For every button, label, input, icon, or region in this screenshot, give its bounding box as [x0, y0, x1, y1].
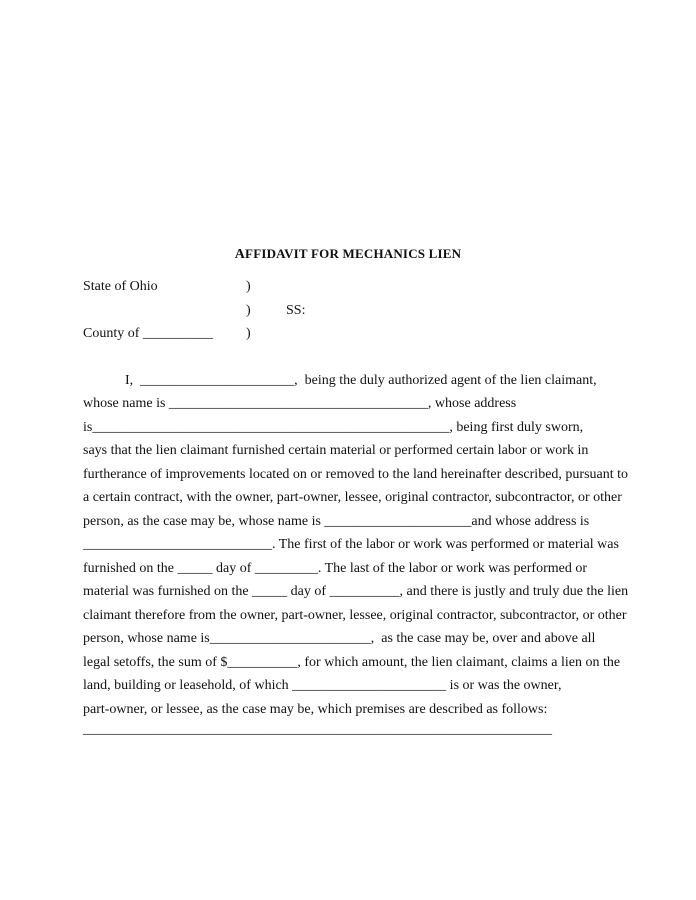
description-blank-line: ___________________________________________________________________ — [83, 722, 552, 737]
body-line: land, building or leasehold, of which ______________________ is or was the owner, — [83, 678, 562, 693]
body-line: I, ______________________, being the duly authorized agent of the lien claimant, — [125, 373, 597, 388]
body-line: furnished on the _____ day of _________. The last of the labor or work was performed or — [83, 561, 588, 576]
body-line: ___________________________. The first of the labor or work was performed or material was — [83, 537, 619, 552]
body-line: whose name is _____________________________________, whose address — [83, 396, 517, 411]
body-line: person, whose name is_______________________, as the case may be, over and above all — [83, 631, 596, 646]
title-initial: A — [234, 247, 246, 262]
body-line: says that the lien claimant furnished certain material or performed certain labor or work in — [83, 443, 589, 458]
county-label: County of __________ — [83, 326, 213, 341]
document-title — [0, 246, 696, 263]
body-line: is___________________________________________________, being first duly sworn, — [83, 420, 584, 435]
body-line: legal setoffs, the sum of $__________, for which amount, the lien claimant, claims a lien on the — [83, 655, 621, 670]
caption-paren-2: ) — [246, 303, 251, 318]
body-line: material was furnished on the _____ day of __________, and there is justly and truly due the lien — [83, 584, 629, 599]
body-line: a certain contract, with the owner, part-owner, lessee, original contractor, subcontractor, or other — [83, 490, 622, 505]
state-label: State of Ohio — [83, 279, 158, 294]
body-line: furtherance of improvements located on or removed to the land hereinafter described, pursuant to — [83, 467, 629, 482]
ss-label: SS: — [286, 303, 306, 318]
body-line: claimant therefore from the owner, part-owner, lessee, original contractor, subcontractor, or other — [83, 608, 627, 623]
body-line: part-owner, or lessee, as the case may be, which premises are described as follows: — [83, 702, 548, 717]
title-rest: FFIDAVIT FOR MECHANICS LIEN — [245, 246, 462, 261]
caption-paren-1: ) — [246, 279, 251, 294]
caption-paren-3: ) — [246, 326, 251, 341]
body-line: person, as the case may be, whose name is _____________________and whose address is — [83, 514, 590, 529]
